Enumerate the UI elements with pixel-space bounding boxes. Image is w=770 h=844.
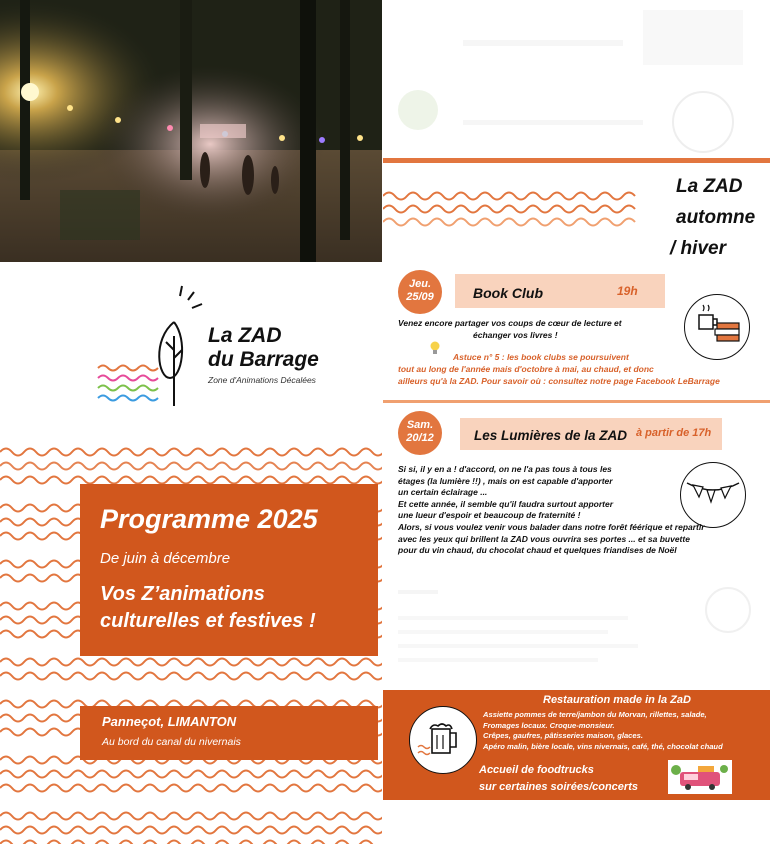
lightbulb-icon [428, 340, 442, 356]
event-date: 20/12 [406, 432, 434, 444]
tree-waves-icon [96, 280, 206, 410]
event-date-badge [398, 411, 442, 455]
season-line-3: / hiver [670, 238, 726, 259]
event-day: Sam. [406, 419, 434, 431]
event-desc-line: Si si, il y en a ! d'accord, on ne l'a pas tous à tous les [398, 464, 612, 474]
faded-header [383, 0, 770, 155]
logo-tagline: Zone d'Animations Décalées [208, 375, 316, 385]
event-tip-2: tout au long de l'année mais d'octobre à mai, au chaud, et donc [398, 364, 654, 374]
foodtruck-icon [668, 760, 732, 794]
event-desc-line: étages (la lumière !!) , mais on est capable d'apporter [398, 475, 613, 486]
event-divider [383, 400, 770, 403]
event-desc-2: échanger vos livres ! [473, 330, 558, 340]
event-tip-1: Astuce n° 5 : les book clubs se poursuivent [453, 352, 629, 362]
event-day: Jeu. [408, 278, 431, 290]
event-desc-line: une lueur d'espoir et beaucoup de fraternité ! [398, 510, 581, 521]
programme-panel [80, 484, 378, 656]
event-time: 19h [617, 284, 638, 298]
restauration-item: Crêpes, gaufres, pâtisseries maison, glaces. [483, 731, 643, 740]
faded-middle [383, 580, 770, 685]
programme-dates: De juin à décembre [100, 550, 231, 567]
logo-title-1: La ZAD [208, 324, 282, 347]
top-divider [383, 158, 770, 163]
event-tip-3: ailleurs qu'à la ZAD. Pour savoir où : consultez notre page Facebook LeBarrage [398, 376, 720, 386]
location-place: Panneçot, LIMANTON [102, 714, 237, 729]
event-desc-line: un certain éclairage ... [398, 487, 488, 498]
beer-mug-icon [409, 706, 477, 774]
event-desc-1: Venez encore partager vos coups de cœur de lecture et [398, 318, 622, 328]
event-title-pill [455, 274, 665, 308]
event-date-badge [398, 270, 442, 314]
event-desc [398, 464, 738, 557]
location-detail: Au bord du canal du nivernais [102, 736, 241, 748]
foodtruck-line-1: Accueil de foodtrucks [479, 764, 594, 776]
restauration-panel [383, 690, 770, 800]
logo [96, 280, 376, 410]
season-line-2: automne [676, 207, 756, 228]
event-desc-line: Et cette année, il semble qu'il faudra surtout apporter [398, 498, 614, 509]
restauration-title: Restauration made in la ZaD [543, 694, 691, 706]
event-date: 25/09 [406, 291, 434, 303]
event-title-pill [460, 418, 722, 450]
season-title [640, 172, 770, 267]
programme-subtitle-1: Vos Z’animations [100, 583, 265, 605]
event-desc-line: Alors, si vous voulez venir vous balader dans notre forêt féérique et repartir [398, 521, 705, 532]
right-waves [383, 188, 643, 238]
faded-decoration [383, 0, 770, 155]
restauration-item: Apéro malin, bière locale, vins nivernais, café, thé, chocolat chaud [483, 741, 723, 751]
location-panel [80, 706, 378, 760]
event-time: à partir de 17h [636, 427, 712, 439]
restauration-item: Assiette pommes de terre/jambon du Morvan, rillettes, salade, [483, 710, 707, 719]
programme-title: Programme 2025 [100, 504, 318, 534]
event-desc-line: avec les yeux qui brillent la ZAD vous ouvrira ses portes ... et sa buvette [398, 533, 690, 544]
event-desc-line: pour du vin chaud, du chocolat chaud et quelques friandises de Noël [398, 545, 677, 556]
foodtruck-line-2: sur certaines soirées/concerts [479, 781, 638, 793]
books-mug-icon [684, 294, 750, 360]
event-title: Book Club [473, 285, 543, 301]
programme-subtitle-2: culturelles et festives ! [100, 610, 316, 632]
logo-title-2: du Barrage [208, 348, 319, 371]
forest-night-photo [0, 0, 382, 262]
restauration-item: Fromages locaux. Croque-monsieur. [483, 720, 615, 730]
season-line-1: La ZAD [676, 176, 743, 197]
event-title: Les Lumières de la ZAD [474, 428, 628, 443]
